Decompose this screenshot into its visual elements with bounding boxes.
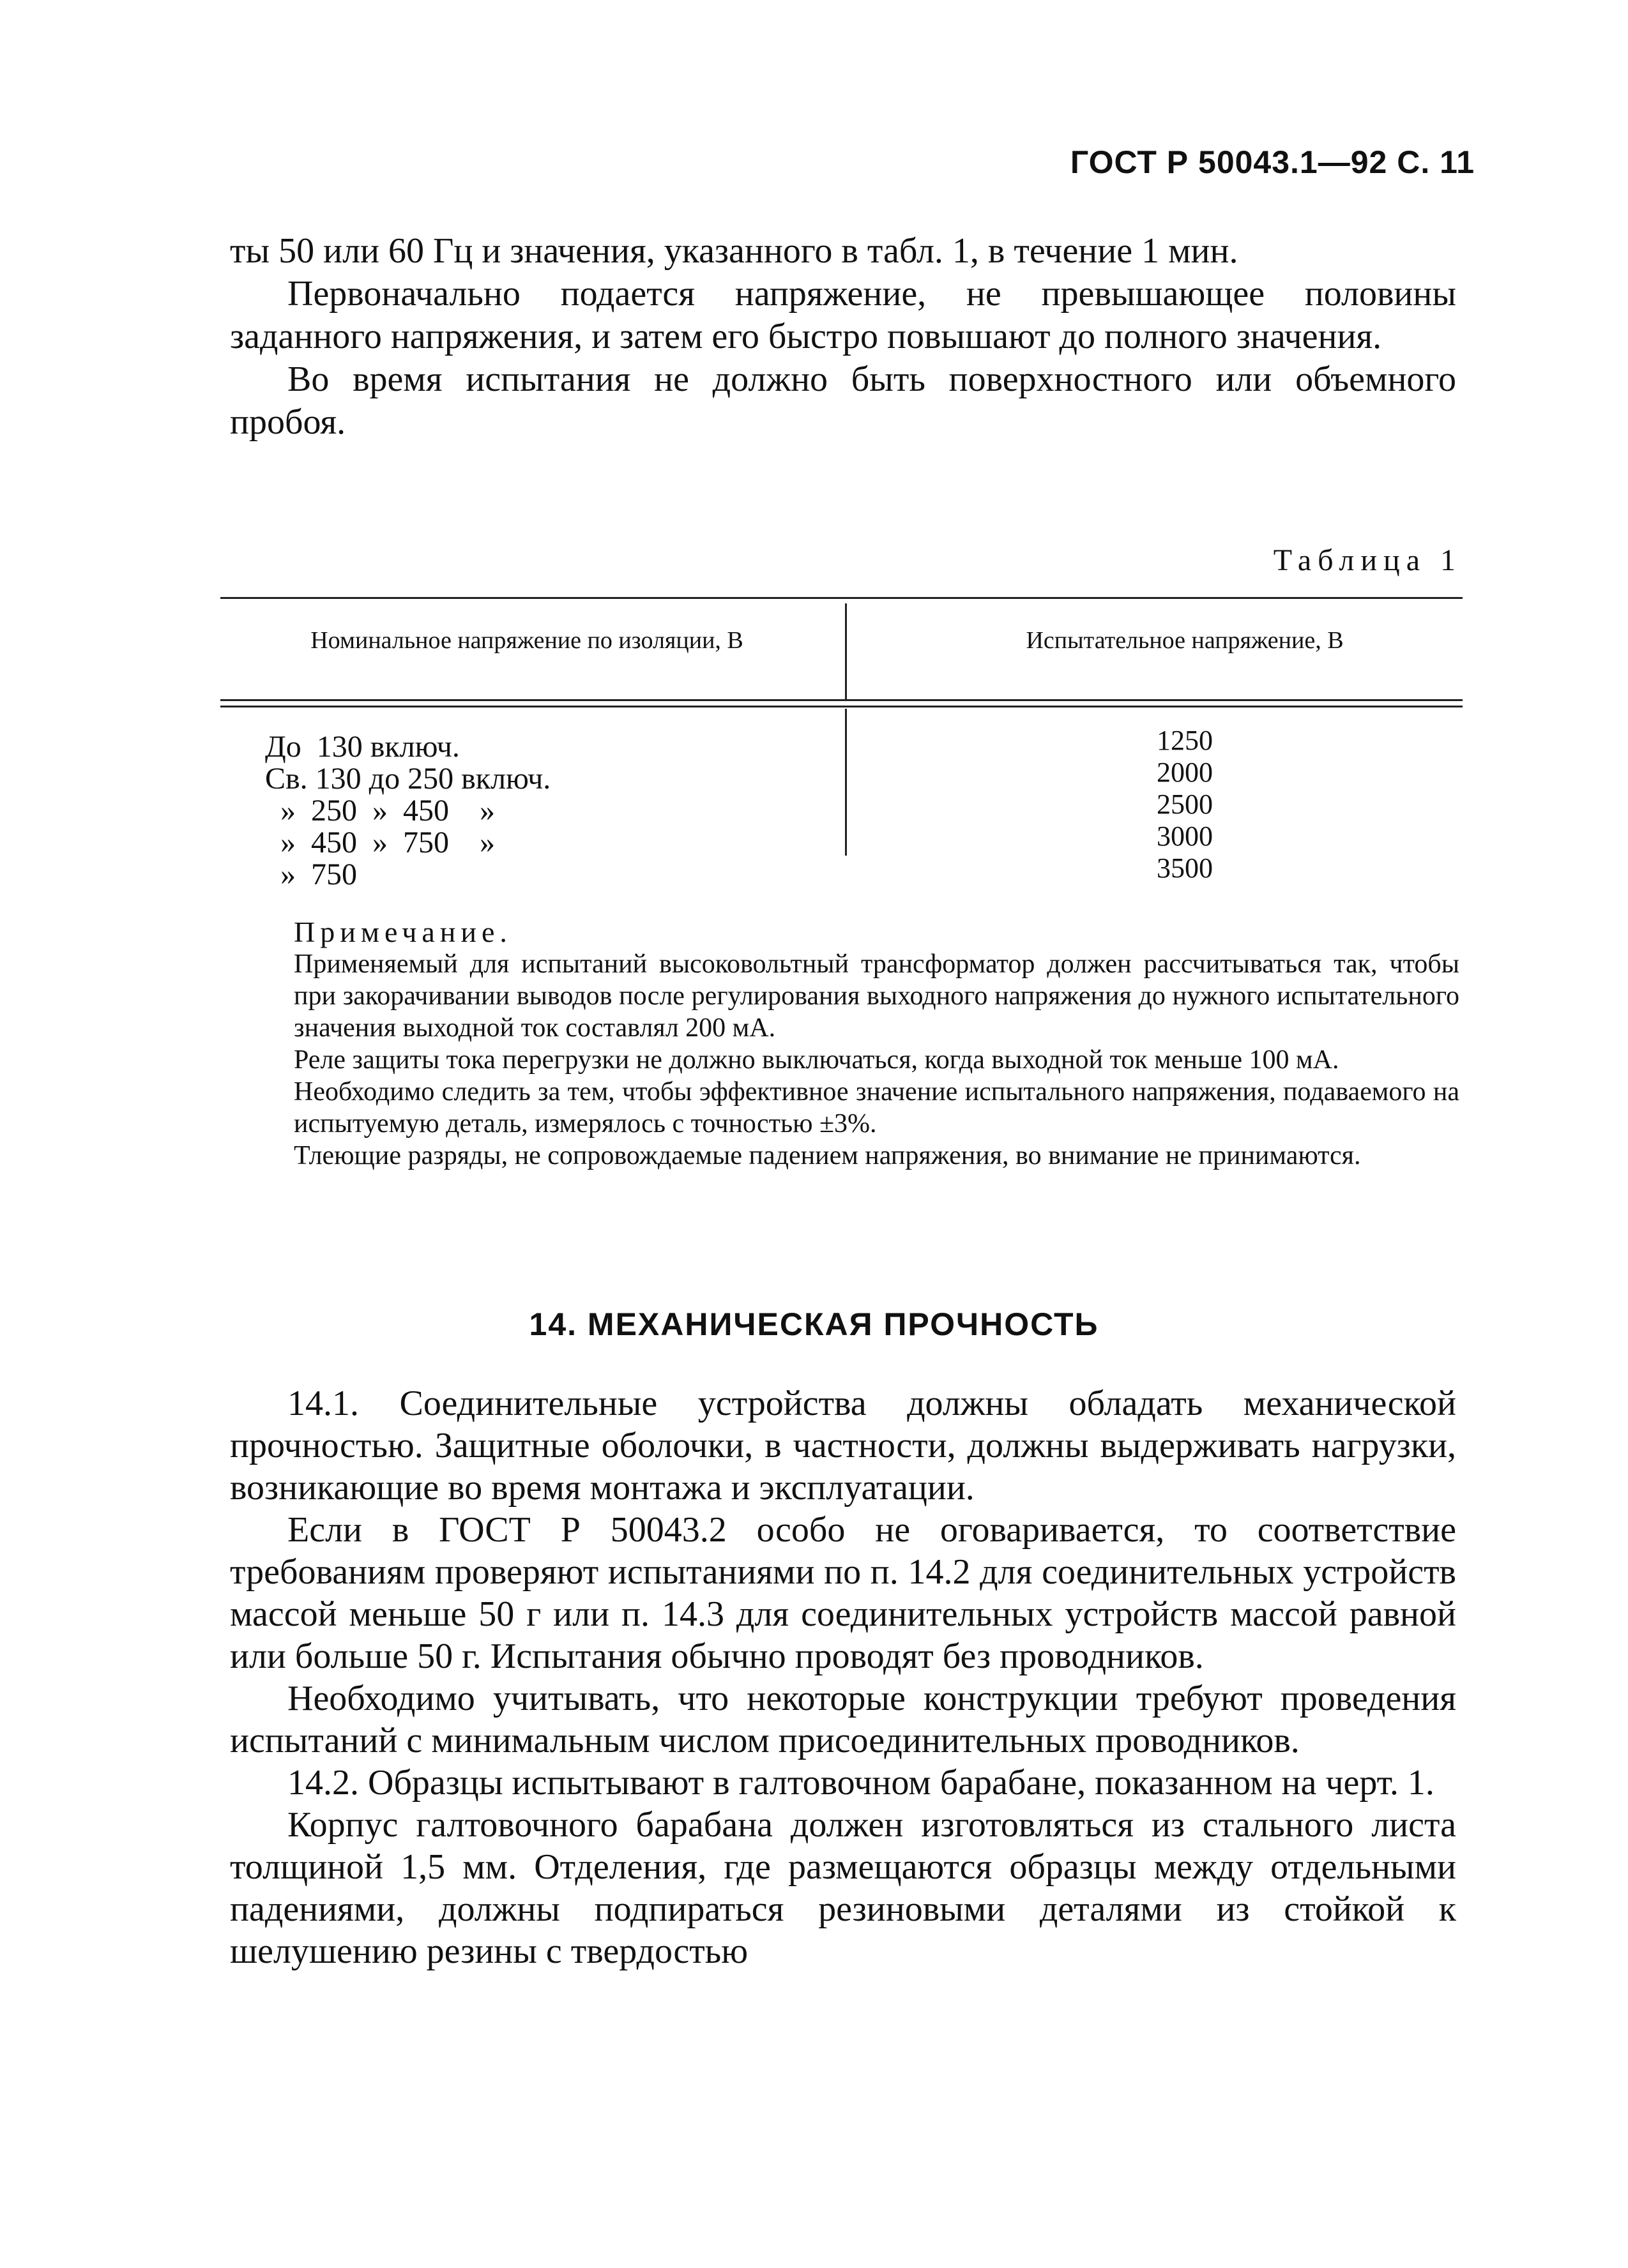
paragraph: 14.2. Образцы испытывают в галтовочном барабане, показанном на черт. 1. xyxy=(287,1763,1434,1803)
paragraph: Если в ГОСТ Р 50043.2 особо не оговаривается, то соответствие требованиям проверяют испытаниями по п. 14.2 для соединительных устройств массой меньше 50 г или п. 14.3 для соединительных устройств массой равной или больше 50 г. Испытания обычно проводят без проводников. xyxy=(230,1510,1456,1676)
table-cell: 2000 xyxy=(1157,757,1213,788)
table-cell: » 250 » 450 » xyxy=(265,794,495,828)
table-note xyxy=(294,916,1459,1172)
paragraph: ты 50 или 60 Гц и значения, указанного в табл. 1, в течение 1 мин. xyxy=(230,231,1238,271)
section-heading: 14. МЕХАНИЧЕСКАЯ ПРОЧНОСТЬ xyxy=(529,1306,1099,1342)
table-cell: 3500 xyxy=(1157,852,1213,884)
paragraph: 14.1. Соединительные устройства должны обладать механической прочностью. Защитные оболочки, в частности, должны выдерживать нагрузки, возникающие во время монтажа и эксплуатации. xyxy=(230,1384,1456,1508)
table-cell: » 450 » 750 » xyxy=(265,826,495,859)
paragraph: Во время испытания не должно быть поверхностного или объемного пробоя. xyxy=(230,359,1456,442)
note-title: Примечание. xyxy=(294,916,512,948)
table-top-rule xyxy=(220,597,1463,599)
table-header-rule xyxy=(220,699,1463,707)
paragraph: Необходимо учитывать, что некоторые конструкции требуют проведения испытаний с минимальным числом присоединительных проводников. xyxy=(230,1679,1456,1760)
note-paragraph: Применяемый для испытаний высоковольтный трансформатор должен рассчитываться так, чтобы при закорачивании выводов после регулирования выходного напряжения до нужного испытательного значения выходной ток составлял 200 мА. xyxy=(294,949,1459,1043)
table-column-divider xyxy=(845,603,847,699)
paragraph: Корпус галтовочного барабана должен изготовляться из стального листа толщиной 1,5 мм. Отделения, где размещаются образцы между отдельными падениями, должны подпираться резиновыми деталями из стойкой к шелушению резины с твердостью xyxy=(230,1805,1456,1971)
table-cell: 2500 xyxy=(1157,789,1213,820)
note-paragraph: Реле защиты тока перегрузки не должно выключаться, когда выходной ток меньше 100 мА. xyxy=(294,1045,1339,1075)
table-header-right: Испытательное напряжение, В xyxy=(1026,627,1344,654)
table-cell: » 750 xyxy=(265,858,357,891)
table-column-divider xyxy=(845,709,847,856)
table-cell: 3000 xyxy=(1157,820,1213,852)
note-paragraph: Необходимо следить за тем, чтобы эффективное значение испытального напряжения, подаваемого на испытуемую деталь, измерялось с точностью ±3%. xyxy=(294,1077,1459,1138)
paragraph: Первоначально подается напряжение, не превышающее половины заданного напряжения, и затем его быстро повышают до полного значения. xyxy=(230,274,1456,356)
intro-text xyxy=(230,230,1456,444)
table-right-column xyxy=(1102,725,1268,884)
table-cell: 1250 xyxy=(1157,725,1213,756)
section-text xyxy=(230,1382,1456,1972)
note-paragraph: Тлеющие разряды, не сопровождаемые падением напряжения, во внимание не принимаются. xyxy=(294,1141,1361,1170)
table-caption: Таблица 1 xyxy=(1273,543,1462,577)
table-cell: Св. 130 до 250 включ. xyxy=(265,762,551,796)
page-header: ГОСТ Р 50043.1—92 С. 11 xyxy=(1070,144,1475,180)
table-left-column xyxy=(265,731,551,891)
table-header-left: Номинальное напряжение по изоляции, В xyxy=(310,627,743,654)
table-cell: До 130 включ. xyxy=(265,730,460,764)
